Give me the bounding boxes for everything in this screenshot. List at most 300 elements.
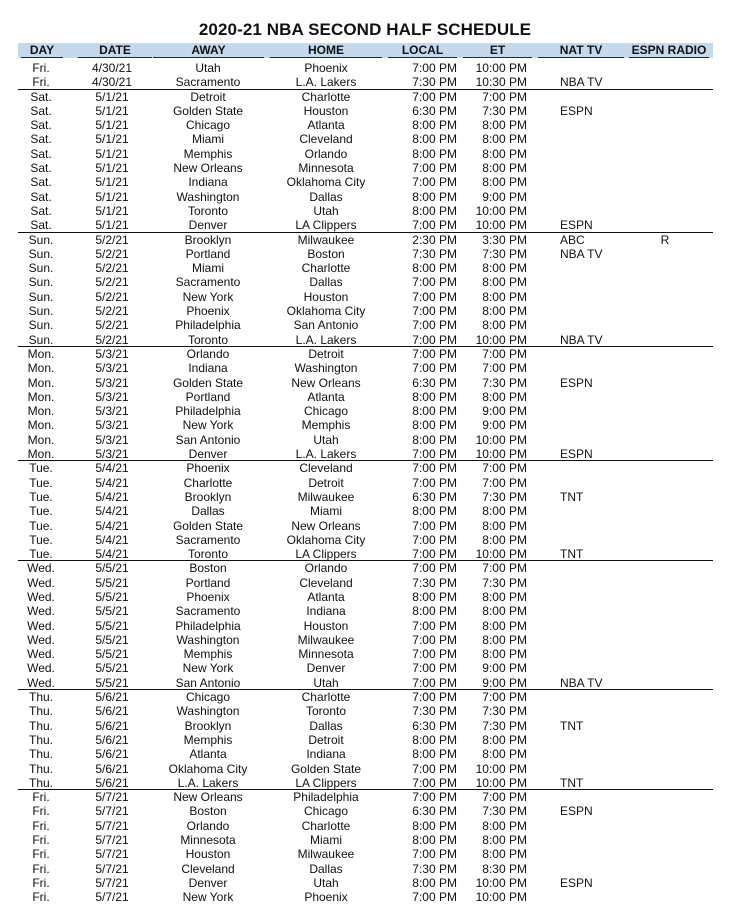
date-cell: 5/3/21	[95, 404, 129, 419]
home-team-cell: L.A. Lakers	[295, 332, 357, 347]
page-title: 2020-21 NBA SECOND HALF SCHEDULE	[198, 20, 532, 39]
away-team-cell: Orlando	[186, 818, 230, 833]
et-time-cell: 10:00 PM	[475, 890, 527, 905]
et-time-cell: 9:00 PM	[482, 418, 527, 433]
local-time-cell: 8:00 PM	[412, 589, 457, 604]
home-team-cell: Dallas	[309, 189, 343, 204]
date-cell: 5/4/21	[95, 547, 129, 562]
away-team-cell: Memphis	[183, 647, 233, 662]
away-team-cell: Minnesota	[180, 833, 236, 848]
date-cell: 5/5/21	[95, 589, 129, 604]
home-team-cell: Phoenix	[304, 61, 348, 75]
local-time-cell: 7:00 PM	[412, 89, 457, 104]
et-time-cell: 9:00 PM	[482, 675, 527, 690]
away-team-cell: Dallas	[191, 504, 225, 519]
home-team-cell: Milwaukee	[297, 632, 355, 647]
local-time-cell: 7:00 PM	[412, 518, 457, 533]
day-cell: Mon.	[27, 432, 55, 447]
home-team-cell: Oklahoma City	[286, 304, 366, 319]
day-cell: Sat.	[30, 132, 52, 147]
column-header-et: ET	[463, 43, 532, 58]
et-time-cell: 10:30 PM	[475, 75, 527, 90]
et-time-cell: 9:00 PM	[482, 404, 527, 419]
table-row	[18, 218, 713, 232]
local-time-cell: 7:00 PM	[412, 675, 457, 690]
away-team-cell: Philadelphia	[175, 318, 241, 333]
date-cell: 5/4/21	[95, 532, 129, 547]
table-row	[0, 261, 730, 275]
day-cell: Sun.	[28, 232, 54, 247]
date-cell: 5/5/21	[95, 632, 129, 647]
et-time-cell: 7:30 PM	[482, 718, 527, 733]
local-time-cell: 7:00 PM	[412, 161, 457, 176]
table-row	[0, 190, 730, 204]
table-row	[0, 890, 730, 904]
local-time-cell: 7:00 PM	[412, 632, 457, 647]
local-time-cell: 7:00 PM	[412, 532, 457, 547]
home-team-cell: Indiana	[306, 604, 346, 619]
et-time-cell: 7:30 PM	[482, 804, 527, 819]
day-cell: Tue.	[29, 504, 53, 519]
day-cell: Fri.	[32, 804, 50, 819]
local-time-cell: 6:30 PM	[412, 718, 457, 733]
home-team-cell: Charlotte	[301, 818, 351, 833]
day-cell: Fri.	[32, 61, 50, 75]
away-team-cell: New York	[182, 890, 234, 905]
home-team-cell: Oklahoma City	[286, 175, 366, 190]
table-row	[0, 461, 730, 475]
away-team-cell: Denver	[188, 875, 228, 890]
table-row	[0, 504, 730, 518]
away-team-cell: Detroit	[190, 89, 226, 104]
local-time-cell: 7:00 PM	[412, 775, 457, 790]
date-cell: 5/1/21	[95, 132, 129, 147]
table-row	[0, 147, 730, 161]
et-time-cell: 8:00 PM	[482, 504, 527, 519]
away-team-cell: Washington	[176, 632, 240, 647]
date-cell: 5/7/21	[95, 847, 129, 862]
local-time-cell: 7:00 PM	[412, 218, 457, 233]
et-time-cell: 10:00 PM	[475, 875, 527, 890]
away-team-cell: Miami	[192, 132, 224, 147]
home-team-cell: Denver	[306, 661, 346, 676]
home-team-cell: Cleveland	[299, 132, 353, 147]
away-team-cell: Chicago	[185, 118, 231, 133]
home-team-cell: Utah	[313, 203, 339, 218]
day-cell: Sun.	[28, 275, 54, 290]
date-cell: 5/4/21	[95, 518, 129, 533]
date-cell: 5/5/21	[95, 675, 129, 690]
home-team-cell: Milwaukee	[297, 847, 355, 862]
day-cell: Sat.	[30, 218, 52, 233]
table-row	[0, 762, 730, 776]
away-team-cell: Portland	[185, 246, 231, 261]
home-team-cell: Detroit	[308, 346, 344, 361]
away-team-cell: Miami	[192, 261, 224, 276]
local-time-cell: 8:00 PM	[412, 404, 457, 419]
date-cell: 5/1/21	[95, 203, 129, 218]
local-time-cell: 8:00 PM	[412, 747, 457, 762]
et-time-cell: 8:00 PM	[482, 289, 527, 304]
local-time-cell: 6:30 PM	[412, 103, 457, 118]
local-time-cell: 7:30 PM	[412, 861, 457, 876]
home-team-cell: Minnesota	[298, 647, 354, 662]
away-team-cell: Oklahoma City	[168, 761, 248, 776]
home-team-cell: Toronto	[305, 704, 347, 719]
date-cell: 5/2/21	[95, 332, 129, 347]
date-cell: 5/7/21	[95, 890, 129, 905]
table-row	[0, 804, 730, 818]
date-cell: 5/7/21	[95, 818, 129, 833]
local-time-cell: 7:00 PM	[412, 346, 457, 361]
home-team-cell: Phoenix	[304, 890, 348, 905]
et-time-cell: 10:00 PM	[475, 761, 527, 776]
home-team-cell: Utah	[313, 432, 339, 447]
date-cell: 5/7/21	[95, 875, 129, 890]
day-cell: Sun.	[28, 246, 54, 261]
away-team-cell: Toronto	[187, 203, 229, 218]
away-team-cell: Brooklyn	[184, 718, 232, 733]
away-team-cell: Sacramento	[175, 604, 241, 619]
date-cell: 4/30/21	[91, 75, 133, 90]
table-row	[0, 161, 730, 175]
day-cell: Sat.	[30, 203, 52, 218]
table-row	[0, 347, 730, 361]
et-time-cell: 7:30 PM	[482, 246, 527, 261]
day-cell: Fri.	[32, 818, 50, 833]
day-cell: Fri.	[32, 833, 50, 848]
date-cell: 5/6/21	[95, 761, 129, 776]
local-time-cell: 7:00 PM	[412, 318, 457, 333]
day-cell: Sun.	[28, 261, 54, 276]
day-cell: Wed.	[27, 604, 55, 619]
et-time-cell: 7:00 PM	[482, 361, 527, 376]
table-row	[18, 776, 713, 790]
et-time-cell: 7:30 PM	[482, 575, 527, 590]
et-time-cell: 8:00 PM	[482, 647, 527, 662]
away-team-cell: L.A. Lakers	[177, 775, 239, 790]
local-time-cell: 7:00 PM	[412, 547, 457, 562]
away-team-cell: New York	[182, 418, 234, 433]
away-team-cell: Golden State	[172, 518, 244, 533]
day-cell: Mon.	[27, 404, 55, 419]
table-row	[0, 175, 730, 189]
local-time-cell: 7:30 PM	[412, 575, 457, 590]
home-team-cell: Washington	[294, 361, 358, 376]
day-cell: Sun.	[28, 332, 54, 347]
et-time-cell: 7:00 PM	[482, 461, 527, 476]
day-cell: Sun.	[28, 289, 54, 304]
day-cell: Mon.	[27, 447, 55, 462]
et-time-cell: 7:30 PM	[482, 704, 527, 719]
et-time-cell: 7:00 PM	[482, 475, 527, 490]
et-time-cell: 7:00 PM	[482, 561, 527, 576]
away-team-cell: Phoenix	[186, 461, 230, 476]
day-cell: Fri.	[32, 847, 50, 862]
table-row	[0, 819, 730, 833]
local-time-cell: 6:30 PM	[412, 375, 457, 390]
table-row	[0, 576, 730, 590]
day-cell: Mon.	[27, 361, 55, 376]
et-time-cell: 8:00 PM	[482, 632, 527, 647]
local-time-cell: 8:00 PM	[412, 203, 457, 218]
home-team-cell: Memphis	[301, 418, 351, 433]
day-cell: Tue.	[29, 518, 53, 533]
et-time-cell: 7:00 PM	[482, 346, 527, 361]
day-cell: Tue.	[29, 532, 53, 547]
away-team-cell: New York	[182, 289, 234, 304]
home-team-cell: Atlanta	[307, 389, 345, 404]
local-time-cell: 7:00 PM	[412, 661, 457, 676]
local-time-cell: 8:00 PM	[412, 875, 457, 890]
et-time-cell: 7:30 PM	[482, 103, 527, 118]
table-row	[0, 704, 730, 718]
day-cell: Thu.	[28, 718, 53, 733]
table-row	[0, 476, 730, 490]
table-row	[0, 418, 730, 432]
date-cell: 5/3/21	[95, 447, 129, 462]
local-time-cell: 7:30 PM	[412, 704, 457, 719]
et-time-cell: 10:00 PM	[475, 432, 527, 447]
local-time-cell: 7:00 PM	[412, 761, 457, 776]
away-team-cell: San Antonio	[175, 675, 241, 690]
et-time-cell: 7:30 PM	[482, 375, 527, 390]
local-time-cell: 7:00 PM	[412, 618, 457, 633]
table-row	[18, 75, 713, 89]
nat-tv-cell: NBA TV	[560, 332, 603, 347]
home-team-cell: Miami	[310, 504, 342, 519]
local-time-cell: 2:30 PM	[412, 232, 457, 247]
table-row	[0, 633, 730, 647]
date-cell: 5/5/21	[95, 575, 129, 590]
et-time-cell: 10:00 PM	[475, 447, 527, 462]
date-cell: 5/3/21	[95, 389, 129, 404]
local-time-cell: 7:00 PM	[412, 847, 457, 862]
day-cell: Sat.	[30, 189, 52, 204]
local-time-cell: 8:00 PM	[412, 732, 457, 747]
local-time-cell: 7:00 PM	[412, 361, 457, 376]
away-team-cell: Indiana	[188, 361, 228, 376]
et-time-cell: 8:00 PM	[482, 318, 527, 333]
table-row	[18, 333, 713, 347]
away-team-cell: Sacramento	[175, 75, 241, 90]
home-team-cell: Boston	[307, 246, 345, 261]
date-cell: 5/5/21	[95, 561, 129, 576]
day-cell: Wed.	[27, 589, 55, 604]
away-team-cell: Denver	[188, 218, 228, 233]
away-team-cell: Philadelphia	[175, 618, 241, 633]
date-cell: 5/3/21	[95, 361, 129, 376]
nat-tv-cell: NBA TV	[560, 675, 603, 690]
table-row	[0, 533, 730, 547]
et-time-cell: 10:00 PM	[475, 61, 527, 75]
et-time-cell: 8:00 PM	[482, 275, 527, 290]
table-row	[0, 290, 730, 304]
table-row	[0, 790, 730, 804]
table-row	[0, 132, 730, 146]
day-cell: Sat.	[30, 175, 52, 190]
day-cell: Wed.	[27, 661, 55, 676]
date-cell: 5/1/21	[95, 218, 129, 233]
local-time-cell: 8:00 PM	[412, 146, 457, 161]
day-cell: Wed.	[27, 647, 55, 662]
nat-tv-cell: TNT	[560, 489, 584, 504]
column-header-band	[18, 43, 713, 58]
away-team-cell: Memphis	[183, 732, 233, 747]
date-cell: 5/6/21	[95, 747, 129, 762]
local-time-cell: 7:00 PM	[412, 790, 457, 805]
day-cell: Mon.	[27, 389, 55, 404]
local-time-cell: 7:00 PM	[412, 332, 457, 347]
date-cell: 5/1/21	[95, 161, 129, 176]
column-header-espn-radio: ESPN RADIO	[629, 43, 709, 58]
date-cell: 5/2/21	[95, 246, 129, 261]
et-time-cell: 9:00 PM	[482, 661, 527, 676]
day-cell: Sun.	[28, 318, 54, 333]
home-team-cell: San Antonio	[293, 318, 359, 333]
home-team-cell: Milwaukee	[297, 232, 355, 247]
date-cell: 5/1/21	[95, 175, 129, 190]
table-row	[0, 719, 730, 733]
home-team-cell: Minnesota	[298, 161, 354, 176]
table-row	[0, 361, 730, 375]
date-cell: 5/4/21	[95, 475, 129, 490]
day-cell: Sat.	[30, 118, 52, 133]
et-time-cell: 10:00 PM	[475, 547, 527, 562]
away-team-cell: Utah	[195, 61, 221, 75]
et-time-cell: 8:00 PM	[482, 732, 527, 747]
day-cell: Thu.	[28, 732, 53, 747]
day-cell: Fri.	[32, 875, 50, 890]
et-time-cell: 7:30 PM	[482, 489, 527, 504]
away-team-cell: Toronto	[187, 332, 229, 347]
date-cell: 5/5/21	[95, 661, 129, 676]
nat-tv-cell: NBA TV	[560, 75, 603, 90]
date-cell: 5/5/21	[95, 604, 129, 619]
day-cell: Wed.	[27, 632, 55, 647]
et-time-cell: 10:00 PM	[475, 203, 527, 218]
home-team-cell: LA Clippers	[295, 547, 357, 562]
day-cell: Sun.	[28, 304, 54, 319]
local-time-cell: 7:00 PM	[412, 890, 457, 905]
home-team-cell: LA Clippers	[295, 775, 357, 790]
home-team-cell: Atlanta	[307, 118, 345, 133]
local-time-cell: 7:00 PM	[412, 561, 457, 576]
nat-tv-cell: ESPN	[560, 375, 593, 390]
date-cell: 5/1/21	[95, 89, 129, 104]
et-time-cell: 8:00 PM	[482, 161, 527, 176]
et-time-cell: 10:00 PM	[475, 332, 527, 347]
home-team-cell: Houston	[303, 289, 349, 304]
home-team-cell: Dallas	[309, 861, 343, 876]
local-time-cell: 8:00 PM	[412, 418, 457, 433]
date-cell: 5/3/21	[95, 418, 129, 433]
table-row	[18, 447, 713, 461]
away-team-cell: Brooklyn	[184, 232, 232, 247]
home-team-cell: Chicago	[303, 804, 349, 819]
day-cell: Sat.	[30, 146, 52, 161]
away-team-cell: Golden State	[172, 103, 244, 118]
away-team-cell: Toronto	[187, 547, 229, 562]
local-time-cell: 7:00 PM	[412, 690, 457, 705]
home-team-cell: Charlotte	[301, 89, 351, 104]
date-cell: 5/1/21	[95, 189, 129, 204]
local-time-cell: 8:00 PM	[412, 818, 457, 833]
home-team-cell: Chicago	[303, 404, 349, 419]
away-team-cell: Washington	[176, 189, 240, 204]
home-team-cell: Golden State	[290, 761, 362, 776]
home-team-cell: Oklahoma City	[286, 532, 366, 547]
home-team-cell: Cleveland	[299, 461, 353, 476]
date-cell: 5/6/21	[95, 718, 129, 733]
et-time-cell: 10:00 PM	[475, 775, 527, 790]
table-row	[0, 104, 730, 118]
date-cell: 5/4/21	[95, 461, 129, 476]
table-row	[0, 490, 730, 504]
day-cell: Thu.	[28, 775, 53, 790]
date-cell: 5/7/21	[95, 804, 129, 819]
local-time-cell: 7:30 PM	[412, 246, 457, 261]
home-team-cell: Indiana	[306, 747, 346, 762]
et-time-cell: 8:30 PM	[482, 861, 527, 876]
nat-tv-cell: TNT	[560, 718, 584, 733]
et-time-cell: 3:30 PM	[482, 232, 527, 247]
local-time-cell: 8:00 PM	[412, 504, 457, 519]
date-cell: 5/6/21	[95, 732, 129, 747]
home-team-cell: Utah	[313, 875, 339, 890]
away-team-cell: Philadelphia	[175, 404, 241, 419]
et-time-cell: 8:00 PM	[482, 118, 527, 133]
away-team-cell: Washington	[176, 704, 240, 719]
nat-tv-cell: ESPN	[560, 804, 593, 819]
away-team-cell: Sacramento	[175, 275, 241, 290]
nat-tv-cell: ESPN	[560, 218, 593, 233]
date-cell: 5/3/21	[95, 346, 129, 361]
home-team-cell: Charlotte	[301, 261, 351, 276]
day-cell: Sat.	[30, 89, 52, 104]
home-team-cell: Orlando	[304, 561, 348, 576]
nat-tv-cell: NBA TV	[560, 246, 603, 261]
date-cell: 5/6/21	[95, 690, 129, 705]
date-cell: 5/5/21	[95, 647, 129, 662]
et-time-cell: 8:00 PM	[482, 532, 527, 547]
day-cell: Tue.	[29, 475, 53, 490]
table-row	[0, 876, 730, 890]
table-row	[0, 862, 730, 876]
local-time-cell: 7:00 PM	[412, 175, 457, 190]
home-team-cell: Dallas	[309, 718, 343, 733]
et-time-cell: 8:00 PM	[482, 261, 527, 276]
date-cell: 5/7/21	[95, 790, 129, 805]
et-time-cell: 8:00 PM	[482, 604, 527, 619]
column-header-local: LOCAL	[388, 43, 457, 58]
table-row	[0, 275, 730, 289]
home-team-cell: Cleveland	[299, 575, 353, 590]
day-cell: Fri.	[32, 75, 50, 90]
date-cell: 5/6/21	[95, 704, 129, 719]
et-time-cell: 8:00 PM	[482, 132, 527, 147]
date-cell: 4/30/21	[91, 61, 133, 75]
local-time-cell: 8:00 PM	[412, 833, 457, 848]
home-team-cell: Houston	[303, 618, 349, 633]
day-cell: Mon.	[27, 418, 55, 433]
home-team-cell: Houston	[303, 103, 349, 118]
date-cell: 5/7/21	[95, 861, 129, 876]
home-team-cell: Atlanta	[307, 589, 345, 604]
nat-tv-cell: ESPN	[560, 875, 593, 890]
away-team-cell: San Antonio	[175, 432, 241, 447]
day-cell: Sat.	[30, 161, 52, 176]
